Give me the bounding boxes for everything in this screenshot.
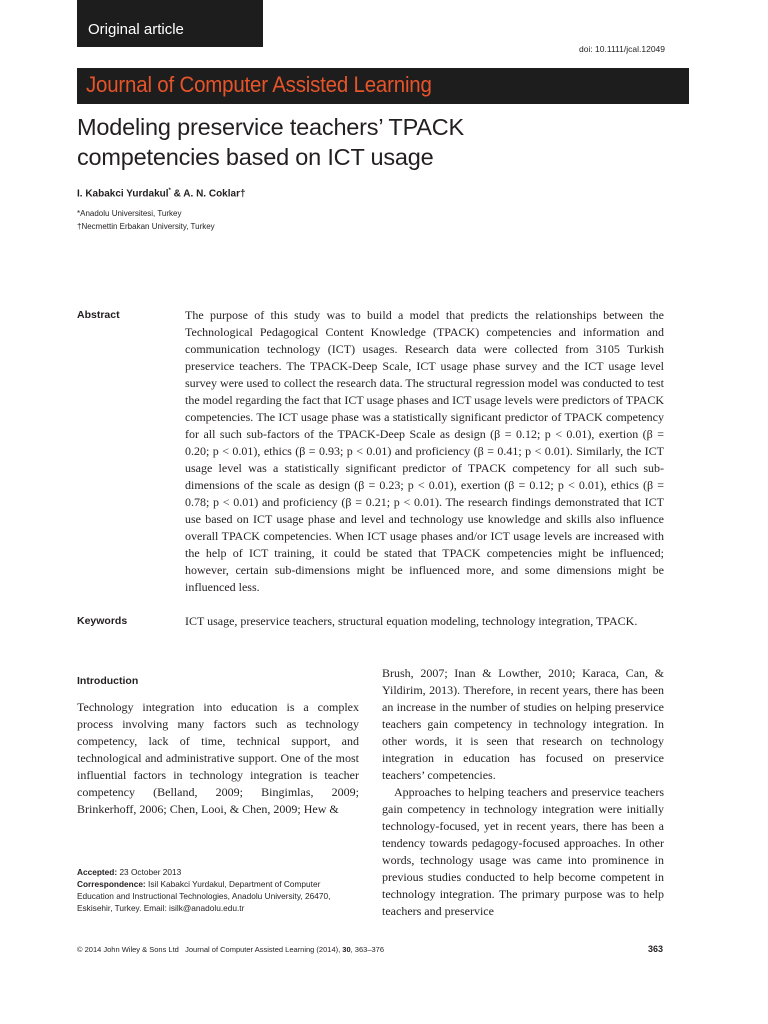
affiliation: †Necmettin Erbakan University, Turkey [77,222,215,231]
correspondence-label: Correspondence: [77,879,146,889]
author-name: I. Kabakci Yurdakul [77,188,169,200]
author-list [77,188,246,199]
page-number: 363 [648,944,664,954]
article-title [77,112,637,172]
abstract-paragraph: The purpose of this study was to build a model that predicts the relationships between the Technological Pedagogical Content Knowledge (TPACK) competencies and information and communication technology (ICT) usages. Research data were collected from 3105 Turkish preservice teachers. The TPACK-Deep Scale, ICT usage phase survey and the ICT usage level survey were used to collect the research data. The structural regression model was conducted to test the model regarding the fact that ICT usage phases and ICT usage levels were predictors of TPACK competencies. The ICT usage phase was a statistically significant predictor of TPACK competency for all such sub-factors of the TPACK-Deep Scale as design (β = 0.12; p < 0.01), exertion (β = 0.20; p < 0.01), ethics (β = 0.93; p < 0.01) and proficiency (β = 0.41; p < 0.01). Similarly, the ICT usage level was a statistically significant predictor of TPACK competency for all such sub-dimensions of the scale as design (β = 0.23; p < 0.01), exertion (β = 0.12; p < 0.01), ethics (β = 0.78; p < 0.01) and proficiency (β = 0.21; p < 0.01). The research findings demonstrated that ICT use based on ICT usage phase and level and technology use knowledge and skills also influence overall TPACK competencies. When ICT usage phases and/or ICT usage levels are increased with the help of ICT training, it could be stated that TPACK competencies might be influenced; however, certain sub-dimensions might be influenced more, and some dimensions might be influenced less. [185,308,664,594]
correspondence-line: Education and Instructional Technologies, Anadolu University, 26470, [77,891,331,901]
section-heading-introduction: Introduction [77,675,139,687]
article-metadata [77,866,367,914]
accepted-date [77,866,367,878]
correspondence-email-line[interactable]: Eskisehir, Turkey. Email: isilk@anadolu.edu.tr [77,903,245,913]
page-range: , 363–376 [350,945,385,954]
doi-link[interactable]: doi: 10.1111/jcal.12049 [578,44,665,54]
abstract-label: Abstract [77,309,120,321]
body-paragraph: Approaches to helping teachers and preservice teachers gain competency in technology integration were initially technology-focused, yet in recent years, there has been a tendency towards pedagogy-focused approaches. In other words, technology usage was came into prominence in previous studies conducted to help become competent in technology integration. The primary purpose was to help teachers and preservice [382,785,664,918]
abstract-body [185,307,664,596]
affiliation-mark: * [168,188,171,194]
correspondence-line: Isil Kabakci Yurdakul, Department of Computer [148,879,321,889]
body-paragraph: Technology integration into education is a complex process involving many factors such as technology competency, lack of time, technical support, and technological and administrative support. One of the most influential factors in technology integration is teacher competency (Belland, 2009; Bingimlas, 2009; Brinkerhoff, 2006; Chen, Looi, & Chen, 2009; Hew & [77,700,359,816]
affiliation-mark: † [239,188,246,200]
keywords-label: Keywords [77,615,128,627]
article-title-line-1: Modeling preservice teachers’ TPACK [77,114,465,140]
body-paragraph: Brush, 2007; Inan & Lowther, 2010; Karaca, Can, & Yildirim, 2013). Therefore, in recent years, there has been an increase in the number of studies on helping preservice teachers gain competency in technology integration. In other words, it is seen that research on technology integration in education has focused on preservice teachers’ competencies. [382,666,664,782]
keywords-list: ICT usage, preservice teachers, structural equation modeling, technology integration, TPACK. [185,614,638,628]
correspondence [77,878,367,890]
affiliation: *Anadolu Universitesi, Turkey [77,209,182,218]
accepted-value: 23 October 2013 [119,867,182,877]
copyright: © 2014 John Wiley & Sons Ltd [77,945,179,954]
body-column-right [382,665,664,920]
article-type-banner [77,0,263,47]
journal-name: Journal of Computer Assisted Learning [86,72,432,97]
article-type-label: Original article [88,21,184,38]
author-separator: & [170,188,184,200]
body-column-left [77,699,359,818]
article-title-line-2: competencies based on ICT usage [77,144,434,170]
page-footer [77,945,384,954]
journal-reference: Journal of Computer Assisted Learning (2014), [185,945,341,954]
accepted-label: Accepted: [77,867,118,877]
volume: 30 [342,945,351,954]
author-name: A. N. Coklar [183,188,240,200]
